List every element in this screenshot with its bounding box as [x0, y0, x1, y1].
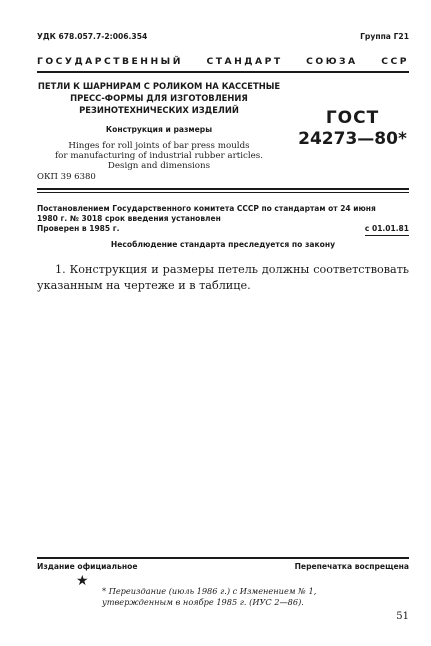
footnote-line-1: * Переиздание (июль 1986 г.) с Изменением № 1,: [102, 586, 317, 596]
title-ru-line-2: ПРЕСС-ФОРМЫ ДЛЯ ИЗГОТОВЛЕНИЯ: [70, 92, 248, 103]
clause-1: 1. Конструкция и размеры петель должны соответствовать указанным на чертеже и в таблице.: [37, 263, 409, 292]
footnote-line-2: утвержденным в ноябре 1985 г. (ИУС 2—86).: [102, 597, 304, 607]
decree-line-2: 1980 г. № 3018 срок введения установлен: [37, 214, 221, 224]
standard-word-1: ГОСУДАРСТВЕННЫЙ: [37, 56, 183, 67]
middle-divider-thin: [37, 192, 409, 193]
violation-notice: Несоблюдение стандарта преследуется по закону: [110, 240, 336, 249]
effective-date: с 01.01.81: [365, 224, 409, 235]
title-en-line-2: for manufacturing of industrial rubber articles.: [54, 150, 264, 161]
okp-code: ОКП 39 6380: [37, 172, 96, 182]
standard-word-3: СОЮЗА: [306, 56, 358, 67]
title-block: [37, 81, 281, 171]
reprint-footnote: [102, 586, 392, 608]
top-divider: [37, 71, 409, 73]
star-icon: ★: [76, 573, 89, 589]
gost-number: 24273—80*: [298, 129, 407, 149]
decree-block: [37, 204, 409, 236]
review-year: Проверен в 1985 г.: [37, 224, 120, 234]
reprint-prohibited: Перепечатка воспрещена: [294, 562, 409, 571]
title-en-line-1: Hinges for roll joints of bar press moulds: [68, 141, 250, 152]
header-row: [37, 32, 409, 41]
gost-word: ГОСТ: [325, 108, 380, 128]
gost-designation: [296, 108, 409, 150]
group-code: Группа Г21: [360, 32, 409, 41]
title-ru-line-1: ПЕТЛИ К ШАРНИРАМ С РОЛИКОМ НА КАССЕТНЫЕ: [37, 81, 281, 91]
footer-divider: [37, 557, 409, 559]
title-ru-line-3: РЕЗИНОТЕХНИЧЕСКИХ ИЗДЕЛИЙ: [79, 104, 239, 115]
footer-row: [37, 562, 409, 571]
official-edition: Издание официальное: [37, 562, 138, 571]
standard-word-2: СТАНДАРТ: [206, 56, 283, 67]
decree-line-3: [37, 224, 409, 235]
title-en-line-3: Design and dimensions: [107, 160, 211, 171]
standard-word-4: ССР: [381, 56, 409, 67]
state-standard-line: [37, 56, 409, 67]
middle-divider: [37, 188, 409, 190]
udk-code: УДК 678.057.7-2:006.354: [37, 32, 148, 41]
page-number: 51: [396, 611, 409, 622]
title-ru-subtitle: Конструкция и размеры: [105, 125, 213, 135]
decree-line-1: Постановлением Государственного комитета СССР по стандартам от 24 июня: [37, 204, 376, 213]
